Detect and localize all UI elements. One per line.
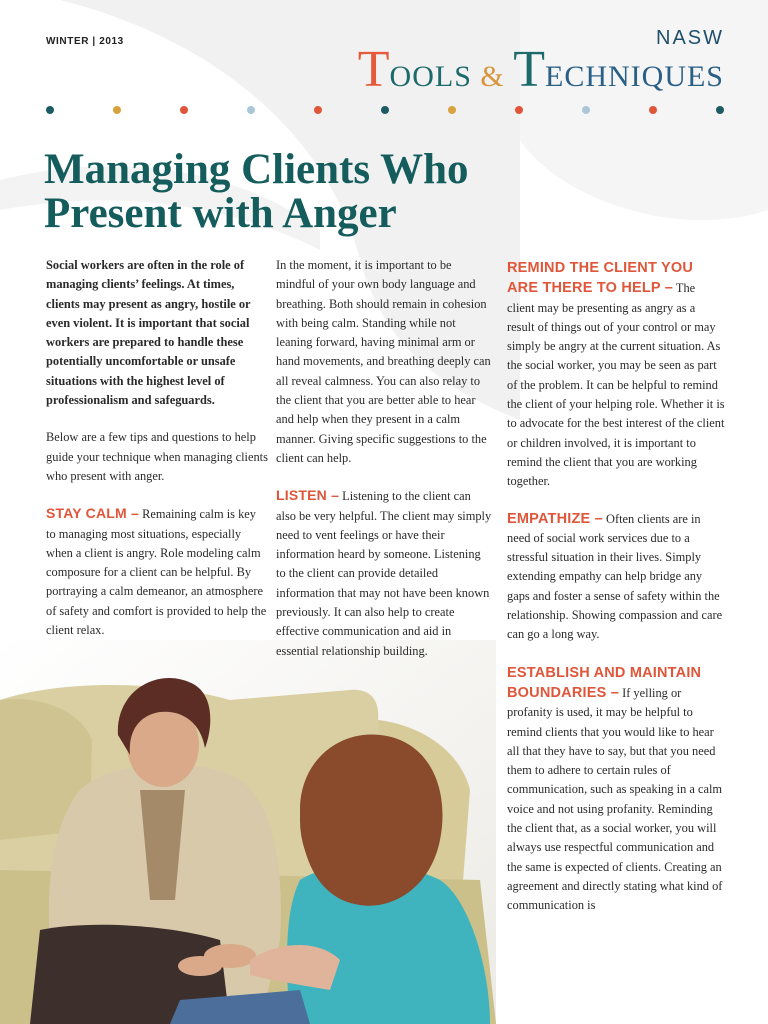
listen-heading: LISTEN – [276, 487, 340, 504]
decorative-dot [649, 106, 657, 114]
column-2 [276, 256, 492, 679]
boundaries-section [507, 663, 725, 916]
empathize-section [507, 510, 725, 645]
nasw-label: NASW [656, 27, 724, 49]
decorative-dot [448, 106, 456, 114]
listen-section [276, 486, 492, 661]
remind-heading: REMIND THE CLIENT YOU ARE THERE TO HELP – [507, 260, 693, 297]
decorative-dot-row [46, 106, 722, 116]
remind-section [507, 258, 725, 492]
publication-title [357, 41, 724, 108]
decorative-dot [247, 106, 255, 114]
issue-date: WINTER | 2013 [46, 36, 124, 47]
intro-paragraph: Social workers are often in the role of managing clients’ feelings. At times, clients may present as angry, hostile or even violent. It is important that social workers are prepared to handle these potentially uncomfortable or unsafe situations with the highest level of professionalism and safeguards. [46, 258, 251, 408]
empathize-text: Often clients are in need of social work services due to a stressful situation in their lives. Simply extending empathy can help bridge any gaps and foster a sense of safety within the relationship. Showing compassion and care can go a long way. [507, 511, 723, 642]
decorative-dot [113, 106, 121, 114]
below-paragraph: Below are a few tips and questions to help guide your technique when managing clients who present with anger. [46, 430, 268, 483]
title-letter-t1: T [357, 41, 390, 98]
decorative-dot [314, 106, 322, 114]
stay-calm-section [46, 504, 268, 640]
title-ampersand: & [471, 60, 514, 93]
decorative-dot [381, 106, 389, 114]
title-letter-t2: T [513, 41, 545, 98]
column-1 [46, 256, 268, 658]
stay-calm-heading: STAY CALM – [46, 505, 139, 522]
stay-calm-text: Remaining calm is key to managing most situations, especially when a client is angry. Role modeling calm composure for a client can be helpful. By portraying a calm demeanor, an atmosphere of safety and comfort is provided to help the client relax. [46, 507, 267, 638]
decorative-dot [716, 106, 724, 114]
decorative-dot [582, 106, 590, 114]
decorative-dot [46, 106, 54, 114]
decorative-dot [180, 106, 188, 114]
moment-paragraph: In the moment, it is important to be mindful of your own body language and breathing. Both should remain in cohesion with being calm. Standing while not leaning forward, having minimal arm or hand movements, and breathing deeply can all reveal calmness. You can also relay to the client that you are better able to hear and help when they present in a calm manner. Giving specific suggestions to the client can help. [276, 258, 491, 465]
column-3 [507, 258, 725, 934]
title-ools: OOLS [389, 60, 472, 93]
photo-social-worker-and-client [0, 640, 496, 1024]
boundaries-heading: ESTABLISH AND MAINTAIN BOUNDARIES – [507, 664, 702, 701]
page-title: Managing Clients Who Present with Anger [44, 146, 469, 237]
listen-text: Listening to the client can also be very helpful. The client may simply need to vent feelings or have their information heard by someone. Listening to the client can provide detailed information that may not have been known previously. It can also help to create effective communication and aid in essential relationship building. [276, 489, 492, 658]
remind-text: The client may be presenting as angry as a result of things out of your control or may simply be angry at the current situation. As the social worker, you may be seen as part of the problem. It can be helpful to remind the client of your helping role. Whether it is to advocate for the best interest of the client or children involved, it is important to remind the client that you are working together. [507, 281, 725, 489]
decorative-dot [515, 106, 523, 114]
masthead [358, 28, 724, 108]
empathize-heading: EMPATHIZE – [507, 510, 603, 527]
title-echniques: ECHNIQUES [545, 60, 724, 93]
boundaries-text: If yelling or profanity is used, it may be helpful to remind clients that you would like to hear all that they have to say, but that you need them to adhere to certain rules of communication, such as speaking in a calm voice and not using profanity. Reminding the client that, as a social worker, you will always use respectful communication and the same is expected of clients. Creating an agreement and directly stating what kind of communication is [507, 685, 723, 913]
